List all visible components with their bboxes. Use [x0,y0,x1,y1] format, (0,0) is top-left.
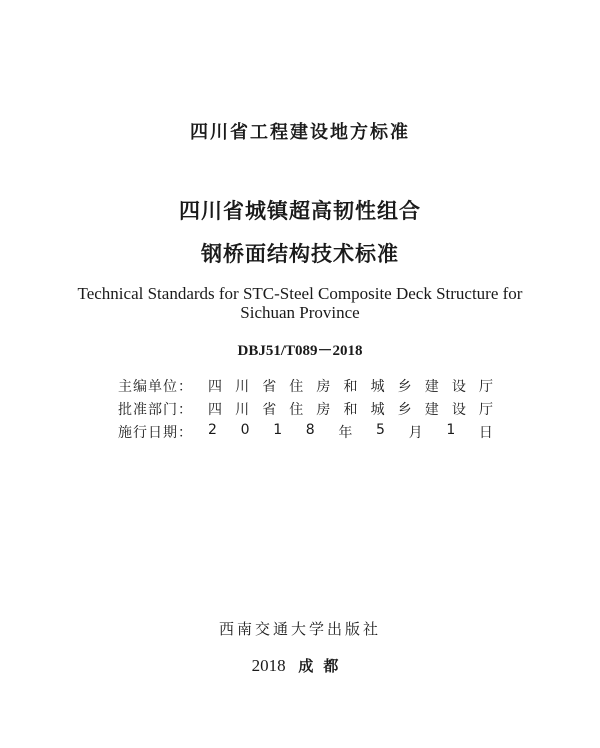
meta-char: 月 [408,425,423,441]
meta-char: 日 [478,425,493,441]
meta-char: 设 [451,402,466,418]
english-title-line-1: Technical Standards for STC-Steel Composite Deck Structure for [77,284,523,303]
meta-char: 省 [262,402,277,418]
meta-char: 设 [451,379,466,395]
meta-char: 建 [424,402,439,418]
publisher-name: 西南交通大学出版社 [218,620,381,638]
meta-value-approver [208,399,493,419]
meta-char: 乡 [397,402,412,418]
meta-char: 住 [289,379,304,395]
meta-label-approver: 批准部门： [118,402,193,418]
meta-char: 和 [343,379,358,395]
meta-char: 乡 [397,379,412,395]
publication-year: 2018 [251,656,286,675]
meta-char: 2 [208,422,217,438]
meta-label-effective-date: 施行日期： [118,425,193,441]
meta-char: 川 [235,402,250,418]
meta-label-editor: 主编单位： [118,379,193,395]
standard-code: DBJ51/T089－2018 [237,343,363,359]
meta-char: 房 [316,402,331,418]
meta-value-effective-date [208,422,493,442]
meta-char: 城 [370,379,385,395]
meta-char: 0 [240,422,250,438]
meta-char: 1 [273,422,283,438]
publication-line [0,655,600,676]
english-title-line-2: Sichuan Province [240,303,360,322]
meta-char: 省 [262,379,277,395]
meta-char: 厅 [478,402,493,418]
meta-char: 和 [343,402,358,418]
meta-char: 1 [446,422,456,438]
meta-char: 四 [208,379,222,395]
meta-char: 厅 [478,379,493,395]
main-title-line-1: 四川省城镇超高韧性组合 [179,199,421,223]
meta-char: 5 [376,422,385,438]
meta-char: 四 [208,402,222,418]
meta-char: 住 [289,402,304,418]
meta-char: 川 [235,379,250,395]
publication-city: 成都 [298,657,349,675]
series-title: 四川省工程建设地方标准 [190,122,410,143]
meta-char: 城 [370,402,385,418]
meta-char: 房 [316,379,331,395]
meta-char: 年 [338,425,353,441]
meta-char: 建 [424,379,439,395]
meta-value-editor [208,376,493,396]
main-title-line-2: 钢桥面结构技术标准 [201,242,399,266]
meta-char: 8 [305,422,315,438]
